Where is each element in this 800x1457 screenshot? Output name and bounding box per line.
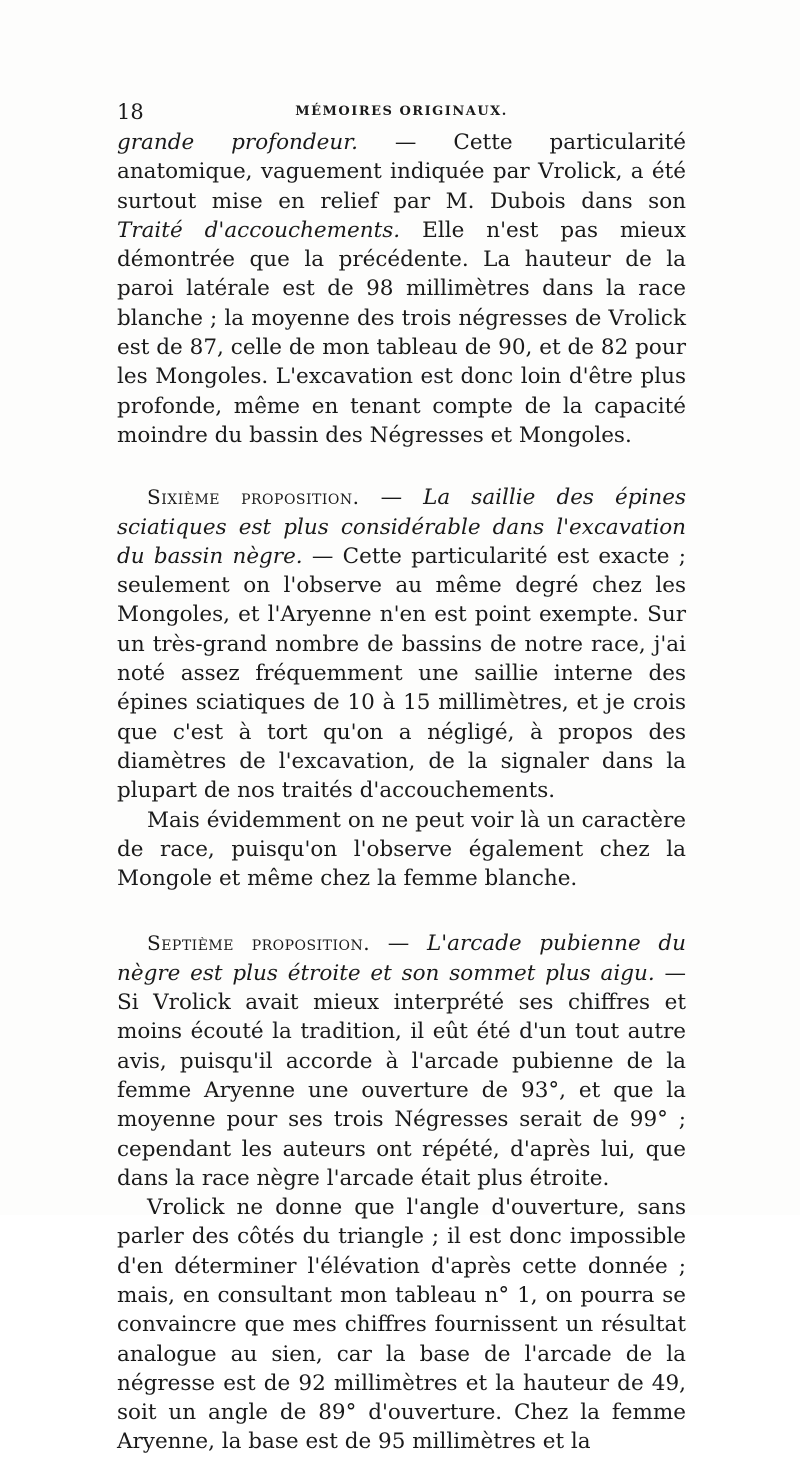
paragraph-3: Mais évidemment on ne peut voir là un caractère de race, puisqu'on l'observe également chez la Mongole et même chez la femme blanche. bbox=[117, 807, 686, 892]
running-head: MÉMOIRES ORIGINAUX. bbox=[295, 104, 508, 119]
paragraph-1 bbox=[117, 128, 686, 450]
paragraph-4-dash: — bbox=[370, 931, 427, 957]
paragraph-5: Vrolick ne donne que l'angle d'ouverture, sans parler des côtés du triangle ; il est donc impossible d'en déterminer l'élévation d'après cette donnée ; mais, en consultant mon tableau n° 1, on pourra se convaincre que mes chiffres fournissent un résultat analogue au sien, car la base de l'arcade de la négresse est de 92 millimètres et la hauteur de 49, soit un angle de 89° d'ouverture. Chez la femme Aryenne, la base est de 95 millimètres et la bbox=[117, 1195, 686, 1455]
seventh-proposition-statement: L'arcade pubienne du nègre est plus étroite et son sommet plus aigu. bbox=[117, 931, 686, 986]
paragraph-4-text: — Si Vrolick avait mieux interprété ses chiffres et moins écouté la tradition, il eût été d'un tout autre avis, puisqu'il accorde à l'arcade pubienne de la femme Aryenne une ouverture de 93°, et que la moyenne pour ses trois Négresses serait de 99° ; cependant les auteurs ont répété, d'après lui, que dans la race nègre l'arcade était plus étroite. bbox=[117, 960, 686, 1191]
page-header bbox=[117, 100, 686, 128]
paragraph-2-text: — Cette particularité est exacte ; seulement on l'observe au même degré chez les Mongoles, et l'Aryenne n'en est point exempte. Sur un très-grand nombre de bassins de notre race, j'ai noté assez fréquemment une saillie interne des épines sciatiques de 10 à 15 millimètres, et je crois que c'est à tort qu'on a négligé, à propos des diamètres de l'excavation, de la signaler dans la plupart de nos traités d'accouchements. bbox=[117, 543, 686, 804]
paragraph-1-text-a: — Cette particularité anatomique, vaguement indiquée par Vrolick, a été surtout mise en relief par M. Dubois dans son bbox=[117, 130, 686, 214]
paragraph-2-dash: — bbox=[359, 485, 424, 511]
sixth-proposition-heading: Sixième proposition. bbox=[147, 485, 360, 510]
paragraph-2 bbox=[117, 483, 686, 805]
paragraph-1-italic-start: grande profondeur. bbox=[117, 130, 358, 155]
paragraph-1-book-title: Traité d'accouchements. bbox=[117, 217, 401, 243]
seventh-proposition-heading: Septième proposition. bbox=[147, 931, 371, 956]
page-number: 18 bbox=[117, 100, 144, 124]
sixth-proposition-statement: La saillie des épines sciatiques est plus considérable dans l'excavation du bassin nègre. bbox=[117, 485, 686, 569]
body-text bbox=[117, 128, 686, 1457]
paragraph-4 bbox=[117, 929, 686, 1193]
paragraph-1-text-b: Elle n'est pas mieux démontrée que la précédente. La hauteur de la paroi latérale est de 98 millimètres dans la race blanche ; la moyenne des trois négresses de Vrolick est de 87, celle de mon tableau de 90, et de 82 pour les Mongoles. L'excavation est donc loin d'être plus profonde, même en tenant compte de la capacité moindre du bassin des Négresses et Mongoles. bbox=[117, 217, 686, 448]
